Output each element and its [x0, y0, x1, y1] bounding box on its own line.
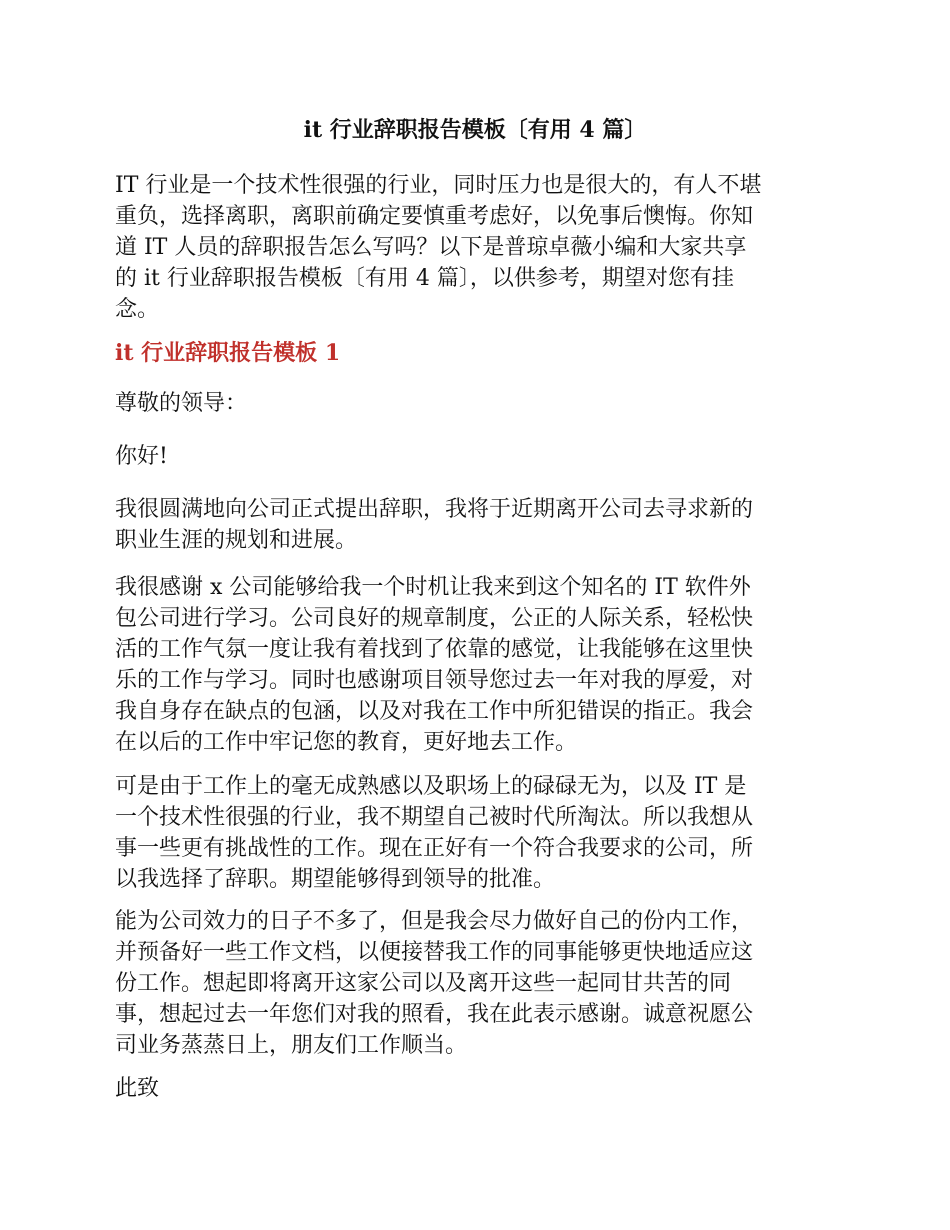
greeting: 你好! — [115, 444, 168, 469]
paragraph-line: 在以后的工作中牢记您的教育，更好地去工作。 — [115, 730, 578, 755]
section-heading: it 行业辞职报告模板 1 — [115, 340, 341, 366]
body-paragraph-2 — [115, 572, 845, 758]
paragraph-line: 包公司进行学习。公司良好的规章制度，公正的人际关系，轻松快 — [115, 606, 754, 631]
paragraph-line: 乐的工作与学习。同时也感谢项目领导您过去一年对我的厚爱，对 — [115, 668, 754, 693]
closing: 此致 — [115, 1076, 160, 1101]
paragraph-line: 份工作。想起即将离开这家公司以及离开这些一起同甘共苦的同 — [115, 971, 732, 996]
paragraph-line: 我很感谢 x 公司能够给我一个时机让我来到这个知名的 IT 软件外 — [115, 575, 751, 600]
paragraph-line: 能为公司效力的日子不多了，但是我会尽力做好自己的份内工作， — [115, 909, 754, 934]
body-paragraph-4 — [115, 906, 845, 1061]
paragraph-line: 可是由于工作上的毫无成熟感以及职场上的碌碌无为，以及 IT 是 — [115, 774, 747, 799]
salutation: 尊敬的领导： — [115, 391, 248, 416]
paragraph-line: 职业生涯的规划和进展。 — [115, 528, 358, 553]
paragraph-line: 我自身存在缺点的包涵，以及对我在工作中所犯错误的指正。我会 — [115, 699, 754, 724]
intro-line: 重负，选择离职，离职前确定要慎重考虑好，以免事后懊悔。你知 — [115, 204, 754, 229]
body-paragraph-3 — [115, 771, 845, 895]
paragraph-line: 司业务蒸蒸日上，朋友们工作顺当。 — [115, 1033, 468, 1058]
paragraph-line: 活的工作气氛一度让我有着找到了依靠的感觉，让我能够在这里快 — [115, 637, 754, 662]
paragraph-line: 事一些更有挑战性的工作。现在正好有一个符合我要求的公司，所 — [115, 836, 754, 861]
document-title: it 行业辞职报告模板〔有用 4 篇〕 — [303, 117, 647, 143]
intro-paragraph — [115, 170, 845, 325]
paragraph-line: 我很圆满地向公司正式提出辞职，我将于近期离开公司去寻求新的 — [115, 497, 754, 522]
intro-line: 念。 — [115, 297, 160, 322]
intro-line: 的 it 行业辞职报告模板〔有用 4 篇〕，以供参考，期望对您有挂 — [115, 266, 734, 291]
paragraph-line: 以我选择了辞职。期望能够得到领导的批准。 — [115, 867, 556, 892]
paragraph-line: 事，想起过去一年您们对我的照看，我在此表示感谢。诚意祝愿公 — [115, 1002, 754, 1027]
paragraph-line: 一个技术性很强的行业，我不期望自己被时代所淘汰。所以我想从 — [115, 805, 754, 830]
intro-line: IT 行业是一个技术性很强的行业，同时压力也是很大的，有人不堪 — [115, 173, 762, 198]
body-paragraph-1 — [115, 494, 845, 556]
paragraph-line: 并预备好一些工作文档，以便接替我工作的同事能够更快地适应这 — [115, 940, 754, 965]
intro-line: 道 IT 人员的辞职报告怎么写吗？以下是普琼卓薇小编和大家共享 — [115, 235, 747, 260]
